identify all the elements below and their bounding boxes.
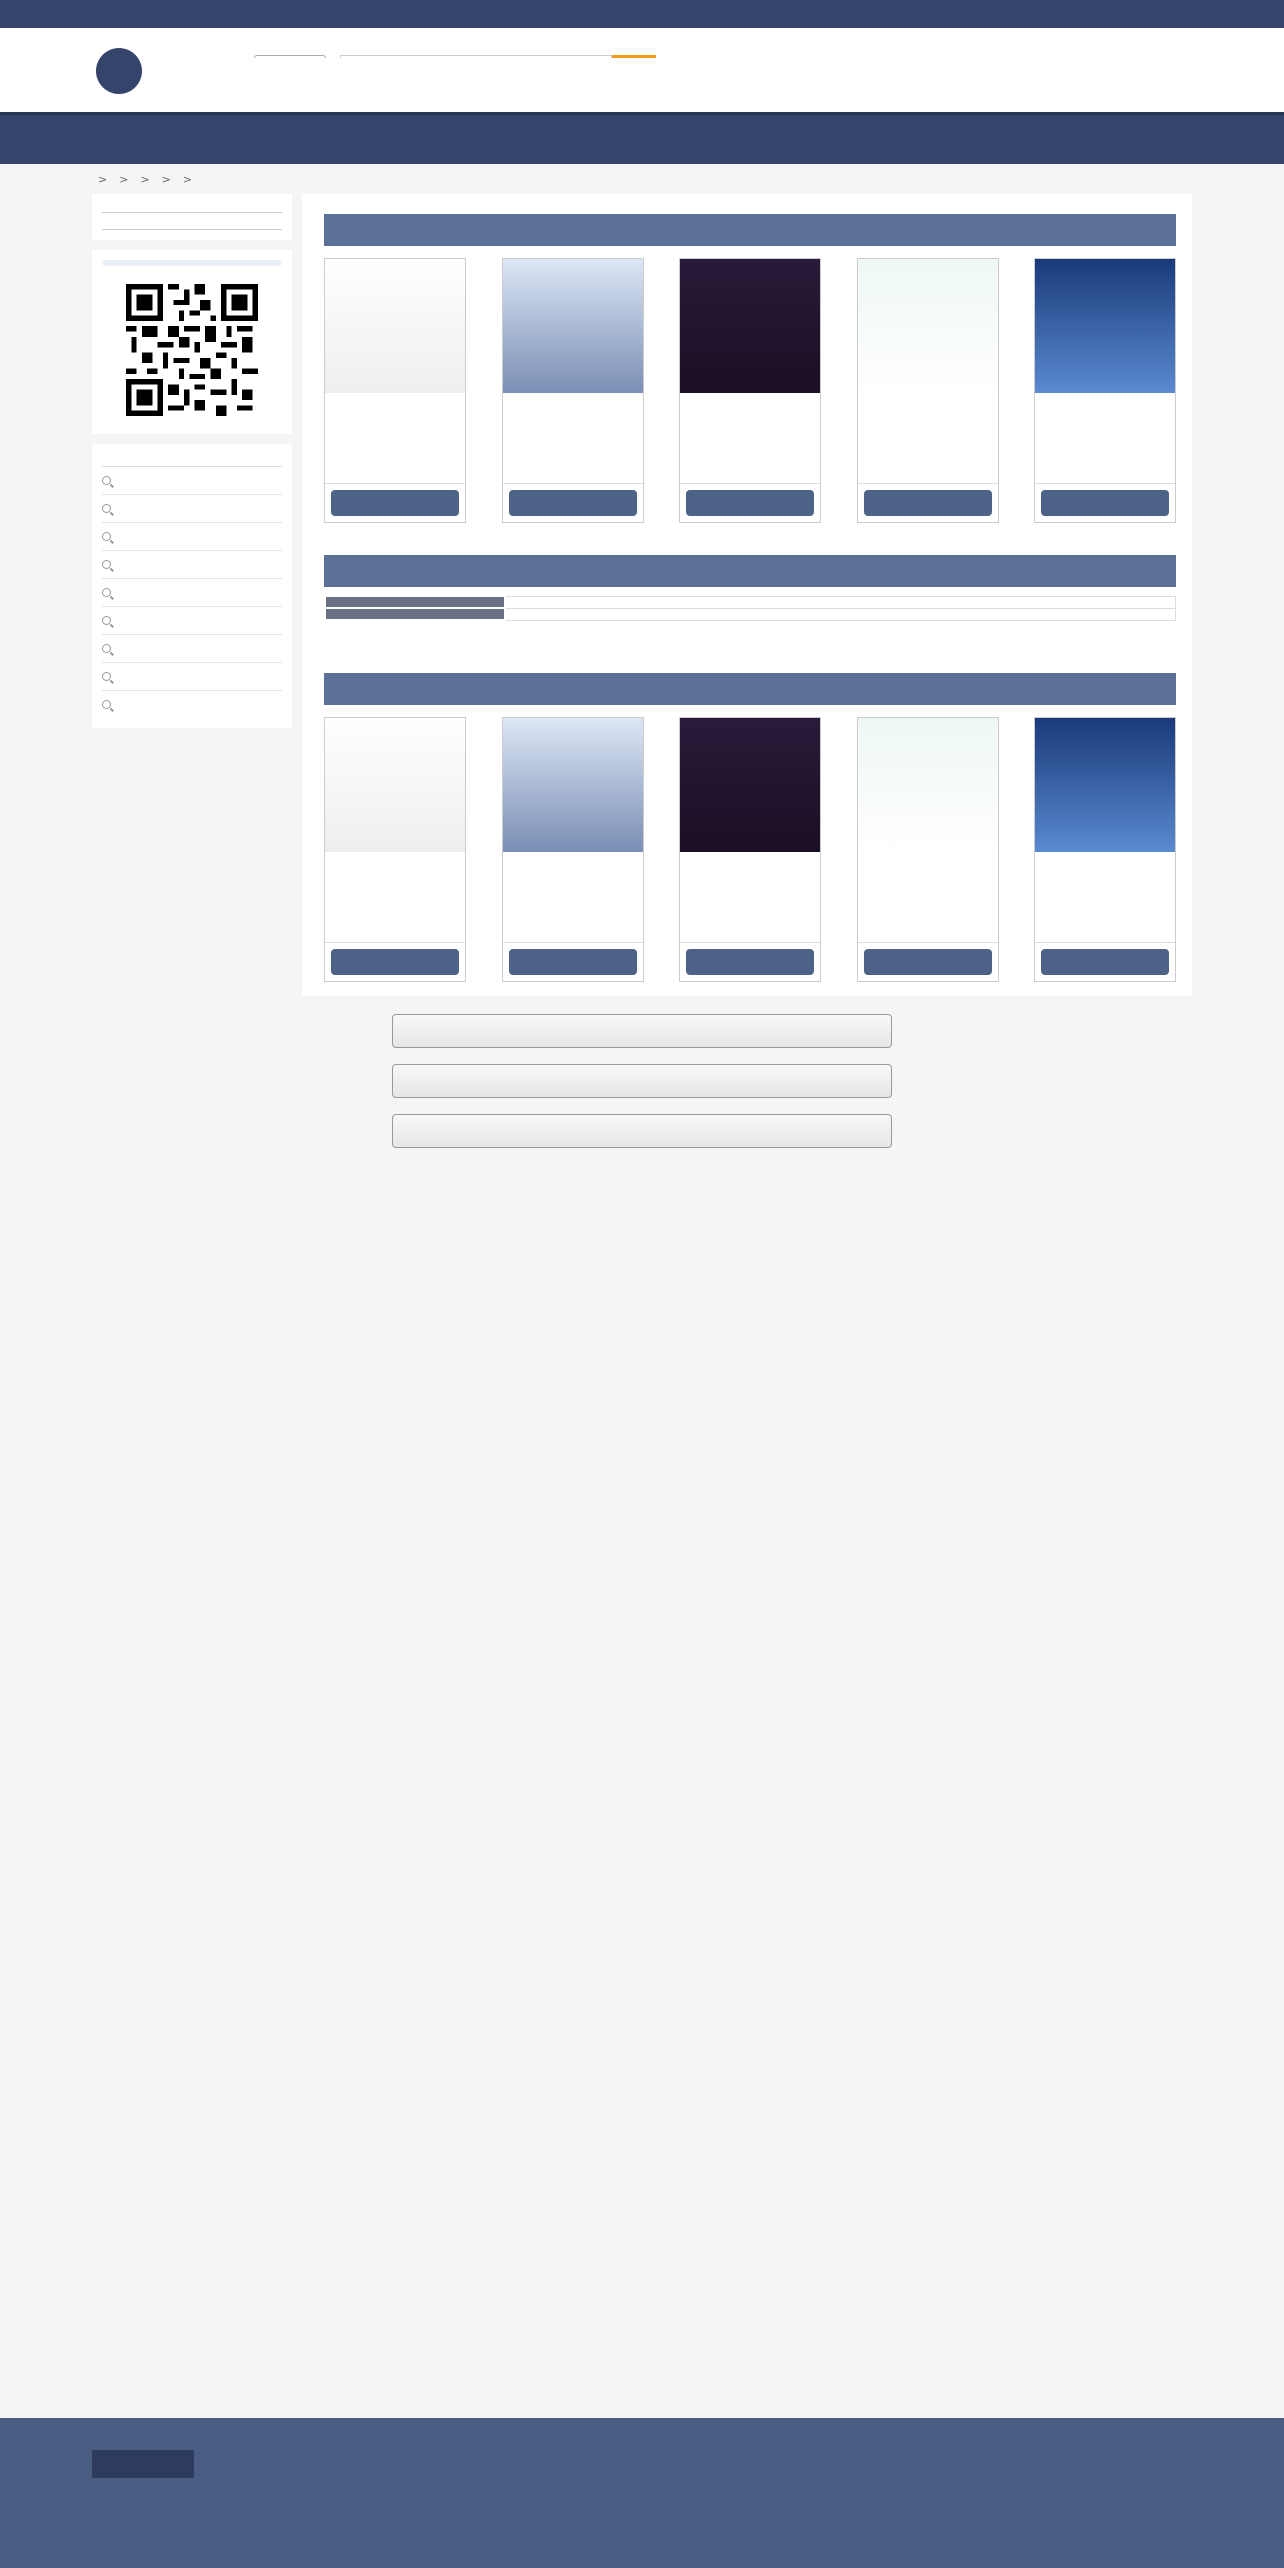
shop-banner[interactable] [680,718,820,852]
shop-catchcopy[interactable] [325,393,465,483]
table-row [325,596,1176,608]
related-search-item[interactable] [102,635,282,663]
related-searches [92,444,292,728]
shop-card[interactable] [857,717,999,982]
shop-catchcopy[interactable] [858,852,998,942]
related-search-item[interactable] [102,551,282,579]
shop-banner[interactable] [858,259,998,393]
shop-catchcopy[interactable] [680,393,820,483]
smartphone-box [92,250,292,434]
shop-card[interactable] [679,717,821,982]
row-label [325,596,505,608]
shop-catchcopy[interactable] [1035,393,1175,483]
related-search-item[interactable] [102,495,282,523]
search-icon [102,532,111,541]
shop-card[interactable] [857,258,999,523]
shop-card[interactable] [679,258,821,523]
perks-list [505,596,1176,608]
header [0,28,1284,112]
smartphone-title [102,260,282,266]
shop-card[interactable] [502,717,644,982]
shop-banner[interactable] [1035,718,1175,852]
related-jobs-label [324,651,444,653]
shop-banner[interactable] [1035,259,1175,393]
view-shop-button[interactable] [864,949,992,975]
nearby-shops-list [324,258,1176,523]
shop-catchcopy[interactable] [325,852,465,942]
logo-badge [96,48,142,94]
shop-banner[interactable] [858,718,998,852]
shop-catchcopy[interactable] [858,393,998,483]
shop-card[interactable] [1034,258,1176,523]
area-list-label [92,2450,194,2478]
qr-code-icon [126,284,258,416]
view-shop-button[interactable] [1041,490,1169,516]
breadcrumb: > > > > > [98,172,193,186]
back-to-east-button[interactable] [392,1064,892,1098]
table-row [325,608,1176,620]
shop-card[interactable] [1034,717,1176,982]
global-nav [0,112,1284,164]
search-icon [102,476,111,485]
view-shop-button[interactable] [509,949,637,975]
view-shop-button[interactable] [1041,949,1169,975]
nearby-shops-list-2 [324,717,1176,982]
shop-card[interactable] [324,717,466,982]
search-icon [102,700,111,709]
shop-top-link[interactable] [102,212,282,230]
search-icon [102,644,111,653]
shop-catchcopy[interactable] [1035,852,1175,942]
view-shop-button[interactable] [331,490,459,516]
job-info-heading [324,555,1176,587]
related-search-item[interactable] [102,691,282,718]
logo-title [144,58,1034,92]
nearby-shops-heading [324,214,1176,246]
back-to-shizuoka-button[interactable] [392,1014,892,1048]
shop-summary [92,194,292,240]
related-searches-title [102,454,282,467]
shop-banner[interactable] [503,259,643,393]
shop-card[interactable] [324,258,466,523]
view-shop-button[interactable] [686,949,814,975]
shop-catchcopy[interactable] [680,852,820,942]
search-icon [102,560,111,569]
shop-catchcopy[interactable] [503,852,643,942]
job-info-table [324,595,1176,621]
qualification-text [505,608,1176,620]
related-search-item[interactable] [102,523,282,551]
footer [0,2418,1284,2568]
top-bar [0,0,1284,28]
main-content [302,194,1192,996]
search-icon [102,504,111,513]
shop-card[interactable] [502,258,644,523]
sidebar [92,194,292,738]
search-icon [102,616,111,625]
search-icon [102,672,111,681]
view-shop-button[interactable] [864,490,992,516]
related-search-item[interactable] [102,607,282,635]
shop-banner[interactable] [325,259,465,393]
related-search-item[interactable] [102,579,282,607]
view-shop-button[interactable] [509,490,637,516]
related-jobs [324,651,1176,653]
row-label [325,608,505,620]
area-links [222,2450,1122,2478]
back-to-numazu-button[interactable] [392,1114,892,1148]
related-search-item[interactable] [102,663,282,691]
shop-catchcopy[interactable] [503,393,643,483]
view-shop-button[interactable] [331,949,459,975]
view-shop-button[interactable] [686,490,814,516]
related-search-item[interactable] [102,467,282,495]
shop-banner[interactable] [680,259,820,393]
nearby-shops-heading-2 [324,673,1176,705]
shop-banner[interactable] [325,718,465,852]
search-icon [102,588,111,597]
site-logo[interactable] [92,42,242,98]
shop-banner[interactable] [503,718,643,852]
